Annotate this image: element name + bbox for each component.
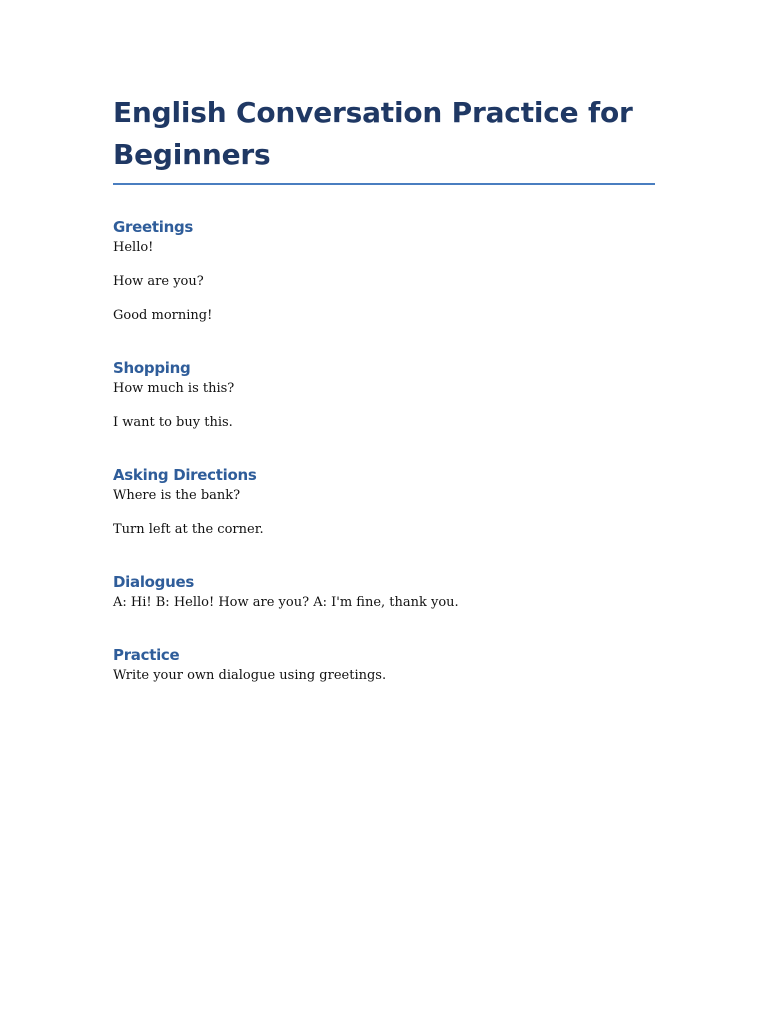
phrase-line: How much is this? <box>113 381 235 396</box>
section-heading-greetings: Greetings <box>113 218 194 236</box>
document-title: English Conversation Practice for Beginners <box>113 92 655 185</box>
phrase-line: I want to buy this. <box>113 415 233 430</box>
section-heading-shopping: Shopping <box>113 359 191 377</box>
phrase-line: Where is the bank? <box>113 488 241 503</box>
section-dialogues <box>113 571 655 613</box>
section-practice <box>113 644 655 686</box>
section-heading-dialogues: Dialogues <box>113 573 194 591</box>
phrase-line: Good morning! <box>113 308 213 323</box>
phrase-line: How are you? <box>113 274 204 289</box>
section-asking-directions <box>113 464 655 540</box>
phrase-line: Turn left at the corner. <box>113 522 264 537</box>
section-greetings <box>113 216 655 326</box>
section-heading-asking-directions: Asking Directions <box>113 466 257 484</box>
dialogue-line: A: Hi! B: Hello! How are you? A: I'm fine, thank you. <box>113 595 459 610</box>
practice-instruction: Write your own dialogue using greetings. <box>113 668 387 683</box>
phrase-line: Hello! <box>113 240 154 255</box>
section-heading-practice: Practice <box>113 646 180 664</box>
document-page <box>113 92 655 686</box>
section-shopping <box>113 357 655 433</box>
